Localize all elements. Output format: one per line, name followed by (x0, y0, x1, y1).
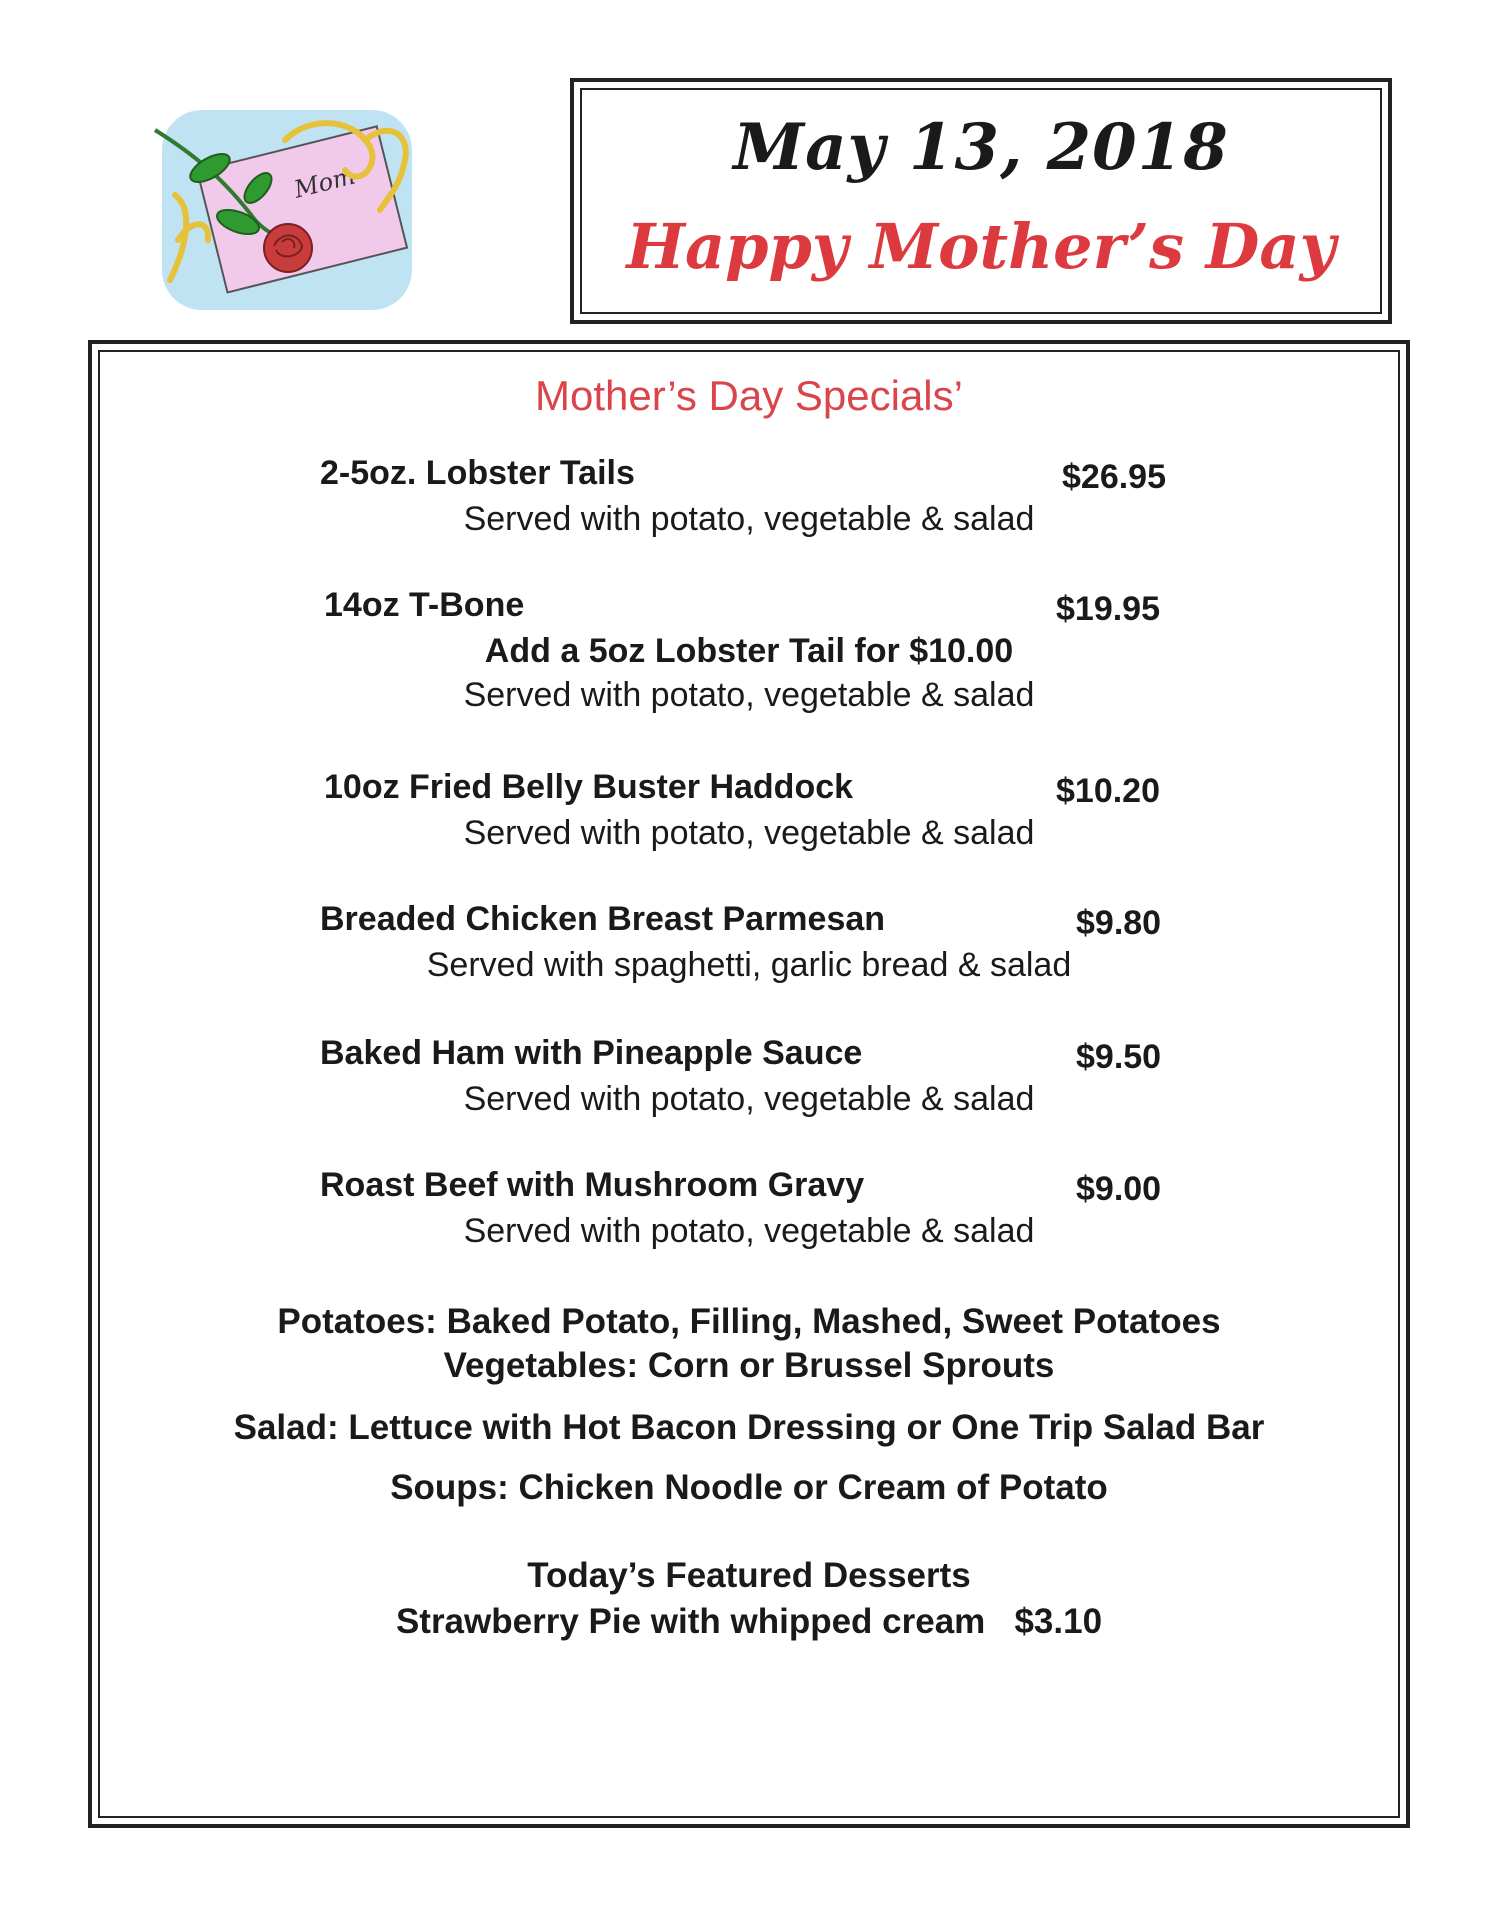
rose-icon (264, 224, 312, 272)
header-date: May 13, 2018 (733, 110, 1229, 185)
header-greeting: Happy Mother’s Day (626, 210, 1336, 283)
item-name: Breaded Chicken Breast Parmesan (320, 900, 886, 938)
sides-potatoes: Potatoes: Baked Potato, Filling, Mashed, Sweet Potatoes (277, 1302, 1221, 1341)
desserts-title: Today’s Featured Desserts (527, 1556, 971, 1595)
item-desc: Served with potato, vegetable & salad (463, 1212, 1035, 1250)
sides-vegetables: Vegetables: Corn or Brussel Sprouts (443, 1346, 1055, 1385)
mom-card-rose-clipart (150, 100, 430, 315)
header-box (570, 78, 1392, 324)
item-name: 14oz T-Bone (324, 586, 525, 624)
item-name: 2-5oz. Lobster Tails (320, 454, 635, 492)
item-price: $19.95 (1056, 590, 1160, 628)
card-label: Mom (291, 161, 359, 204)
item-price: $9.00 (1076, 1170, 1162, 1208)
item-price: $9.80 (1076, 904, 1162, 942)
item-desc: Served with potato, vegetable & salad (463, 1080, 1035, 1118)
item-price: $9.50 (1076, 1038, 1162, 1076)
sides-soups: Soups: Chicken Noodle or Cream of Potato (390, 1468, 1108, 1507)
specials-menu-box (88, 340, 1410, 1828)
specials-title: Mother’s Day Specials’ (535, 372, 963, 419)
sides-salad: Salad: Lettuce with Hot Bacon Dressing or One Trip Salad Bar (233, 1408, 1265, 1447)
item-name: Baked Ham with Pineapple Sauce (320, 1034, 863, 1072)
item-price: $10.20 (1056, 772, 1160, 810)
item-name: 10oz Fried Belly Buster Haddock (324, 768, 854, 806)
desserts-item: Strawberry Pie with whipped cream $3.10 (395, 1602, 1103, 1641)
item-desc: Served with potato, vegetable & salad (463, 814, 1035, 852)
item-price: $26.95 (1062, 458, 1166, 496)
item-desc: Served with spaghetti, garlic bread & salad (426, 946, 1072, 984)
item-name: Roast Beef with Mushroom Gravy (320, 1166, 865, 1204)
item-addon: Add a 5oz Lobster Tail for $10.00 (484, 632, 1014, 670)
item-desc: Served with potato, vegetable & salad (463, 500, 1035, 538)
item-desc: Served with potato, vegetable & salad (463, 676, 1035, 714)
